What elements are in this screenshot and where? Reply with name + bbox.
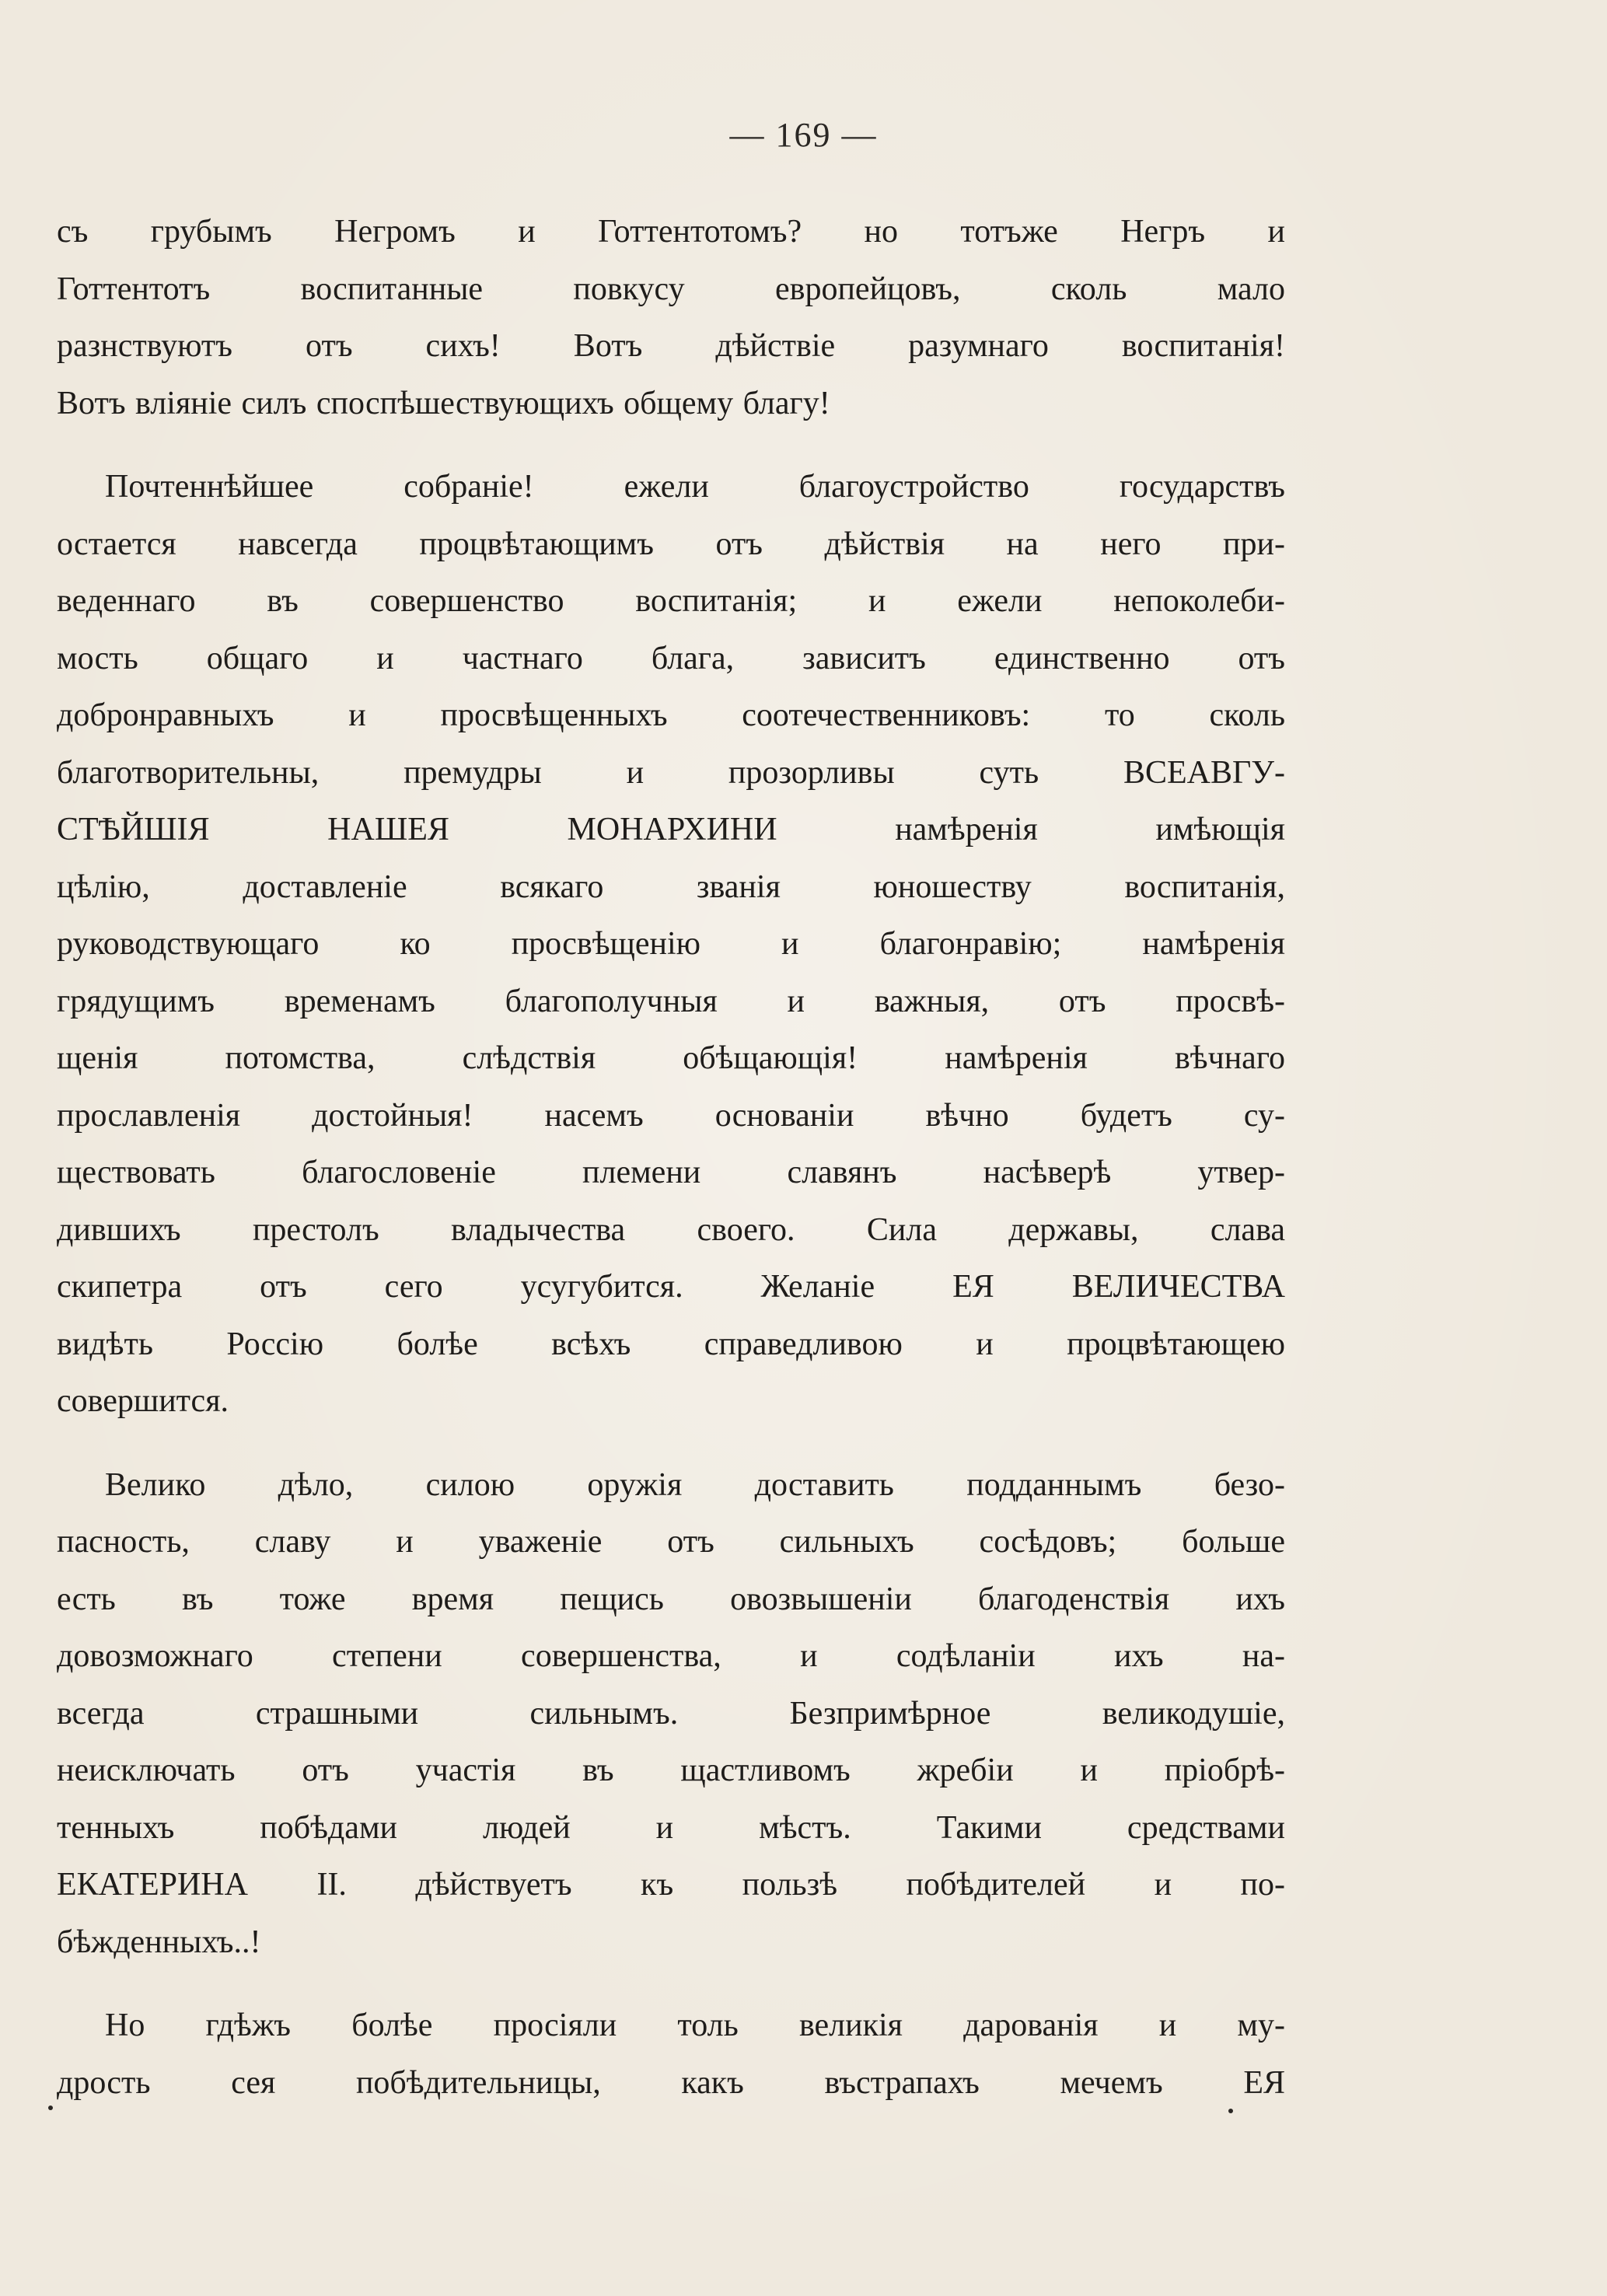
text-line: ществовать благословеніе племени славянъ насѣверѣ утвер- bbox=[57, 1155, 1285, 1190]
text-line: остается навсегда процвѣтающимъ отъ дѣйствія на него при- bbox=[57, 526, 1285, 562]
text-line: довозможнаго степени совершенства, и содѣланіи ихъ на- bbox=[57, 1638, 1285, 1674]
text-line: есть въ тоже время пещись овозвышеніи благоденствія ихъ bbox=[57, 1581, 1285, 1617]
text-line: Готтентотъ воспитанные повкусу европейцовъ, сколь мало bbox=[57, 271, 1285, 307]
text-line: съ грубымъ Негромъ и Готтентотомъ? но тотъже Негръ и bbox=[57, 214, 1285, 250]
text-line: неисключать отъ участія въ щастливомъ жребіи и пріобрѣ- bbox=[57, 1753, 1285, 1788]
text-line: грядущимъ временамъ благополучныя и важныя, отъ просвѣ- bbox=[57, 983, 1285, 1019]
text-line: пасность, славу и уваженіе отъ сильныхъ сосѣдовъ; больше bbox=[57, 1524, 1285, 1560]
paragraph-4 bbox=[57, 1997, 1285, 2112]
text-line: Почтеннѣйшее собраніе! ежели благоустройство государствъ bbox=[105, 469, 1285, 505]
text-line: прославленія достойныя! насемъ основаніи вѣчно будетъ су- bbox=[57, 1097, 1285, 1134]
text-line: мость общаго и частнаго блага, зависитъ единственно отъ bbox=[57, 640, 1285, 676]
text-line: СТѢЙШІЯ НАШЕЯ МОНАРХИНИ намѣренія имѣющія bbox=[57, 812, 1285, 847]
text-line: ЕКАТЕРИНА II. дѣйствуетъ къ пользѣ побѣдителей и по- bbox=[57, 1867, 1285, 1903]
text-line: разнствуютъ отъ сихъ! Вотъ дѣйствіе разумнаго воспитанія! bbox=[57, 328, 1285, 364]
paragraph-2 bbox=[57, 459, 1285, 1431]
text-line: всегда страшными сильнымъ. Безпримѣрное великодушіе, bbox=[57, 1695, 1285, 1732]
text-line: руководствующаго ко просвѣщенію и благонравію; намѣренія bbox=[57, 926, 1285, 962]
paragraph-3 bbox=[57, 1457, 1285, 1972]
text-line: дившихъ престолъ владычества своего. Сила державы, слава bbox=[57, 1211, 1285, 1248]
text-line: бѣжденныхъ..! bbox=[57, 1924, 261, 1960]
text-line: добронравныхъ и просвѣщенныхъ соотечественниковъ: то сколь bbox=[57, 697, 1285, 733]
text-line: веденнаго въ совершенство воспитанія; и ежели непоколеби- bbox=[57, 583, 1285, 619]
text-line: дрость сея побѣдительницы, какъ въстрапахъ мечемъ ЕЯ bbox=[57, 2064, 1285, 2101]
text-line: скипетра отъ сего усугубится. Желаніе ЕЯ ВЕЛИЧЕСТВА bbox=[57, 1269, 1285, 1305]
speck-mark bbox=[1228, 2109, 1233, 2113]
text-line: щенія потомства, слѣдствія обѣщающія! намѣренія вѣчнаго bbox=[57, 1040, 1285, 1076]
page-number: — 169 — bbox=[729, 116, 878, 154]
text-line: видѣть Россію болѣе всѣхъ справедливою и процвѣтающею bbox=[57, 1326, 1285, 1362]
text-line: Вотъ вліяніе силъ споспѣшествующихъ общему благу! bbox=[57, 385, 830, 421]
speck-mark bbox=[48, 2106, 53, 2110]
text-line: Велико дѣло, силою оружія доставить подданнымъ безо- bbox=[105, 1466, 1285, 1503]
text-line: Но гдѣжъ болѣе просіяли толь великія дарованія и му- bbox=[105, 2008, 1285, 2043]
paragraph-1 bbox=[57, 204, 1285, 432]
text-line: тенныхъ побѣдами людей и мѣстъ. Такими средствами bbox=[57, 1809, 1285, 1846]
text-line: совершится. bbox=[57, 1383, 229, 1419]
text-line: благотворительны, премудры и прозорливы суть ВСЕАВГУ- bbox=[57, 754, 1285, 791]
text-line: цѣлію, доставленіе всякаго званія юношеству воспитанія, bbox=[57, 868, 1285, 905]
body-text bbox=[57, 204, 1285, 2112]
